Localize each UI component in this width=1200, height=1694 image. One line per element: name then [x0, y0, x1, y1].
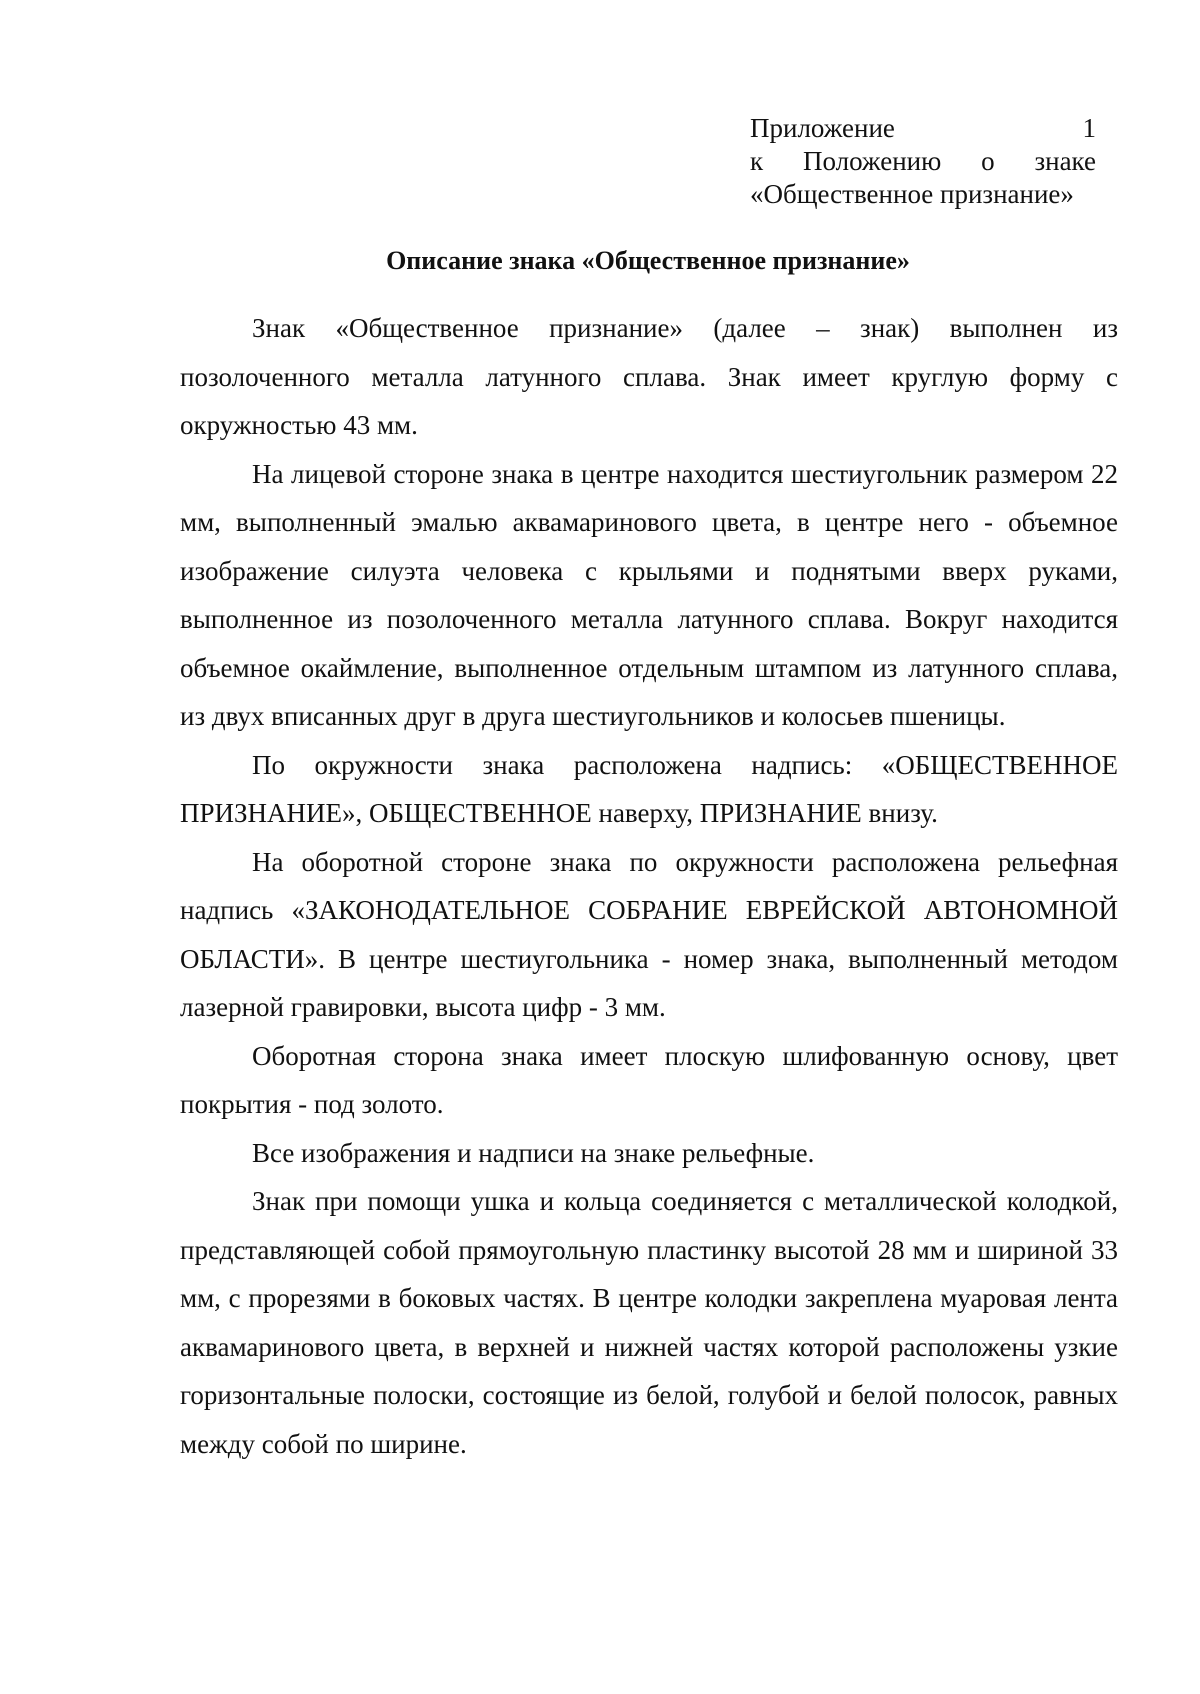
document-title: Описание знака «Общественное признание» [386, 246, 910, 275]
appendix-header [750, 112, 1096, 211]
paragraph-7: Знак при помощи ушка и кольца соединяется с металлической колодкой, представляющей собой прямоугольную пластинку высотой 28 мм и шириной 33 мм, с прорезями в боковых частях. В центре колодки закреплена муаровая лента аквамаринового цвета, в верхней и нижней частях которой расположены узкие горизонтальные полоски, состоящие из белой, голубой и белой полосок, равных между собой по ширине. [180, 1186, 1118, 1459]
paragraph-1: Знак «Общественное признание» (далее – знак) выполнен из позолоченного металла латунного сплава. Знак имеет круглую форму с окружностью 43 мм. [180, 313, 1118, 440]
paragraph-2: На лицевой стороне знака в центре находится шестиугольник размером 22 мм, выполненный эмалью аквамаринового цвета, в центре него - объемное изображение силуэта человека с крыльями и поднятыми вверх руками, выполненное из позолоченного металла латунного сплава. Вокруг находится объемное окаймление, выполненное отдельным штампом из латунного сплава, из двух вписанных друг в друга шестиугольников и колосьев пшеницы. [180, 458, 1118, 731]
document-body [180, 304, 1118, 1468]
appendix-line-1: Приложение 1 [750, 113, 1096, 143]
paragraph-6: Все изображения и надписи на знаке рельефные. [252, 1137, 815, 1168]
appendix-line-3: «Общественное признание» [750, 179, 1074, 209]
paragraph-3: По окружности знака расположена надпись: «ОБЩЕСТВЕННОЕ ПРИЗНАНИЕ», ОБЩЕСТВЕННОЕ наверху, ПРИЗНАНИЕ внизу. [180, 749, 1118, 828]
paragraph-4: На оборотной стороне знака по окружности расположена рельефная надпись «ЗАКОНОДАТЕЛЬНОЕ СОБРАНИЕ ЕВРЕЙСКОЙ АВТОНОМНОЙ ОБЛАСТИ». В центре шестиугольника - номер знака, выполненный методом лазерной гравировки, высота цифр - 3 мм. [180, 846, 1118, 1022]
appendix-line-2: к Положению о знаке [750, 146, 1096, 176]
paragraph-5: Оборотная сторона знака имеет плоскую шлифованную основу, цвет покрытия - под золото. [180, 1040, 1118, 1119]
